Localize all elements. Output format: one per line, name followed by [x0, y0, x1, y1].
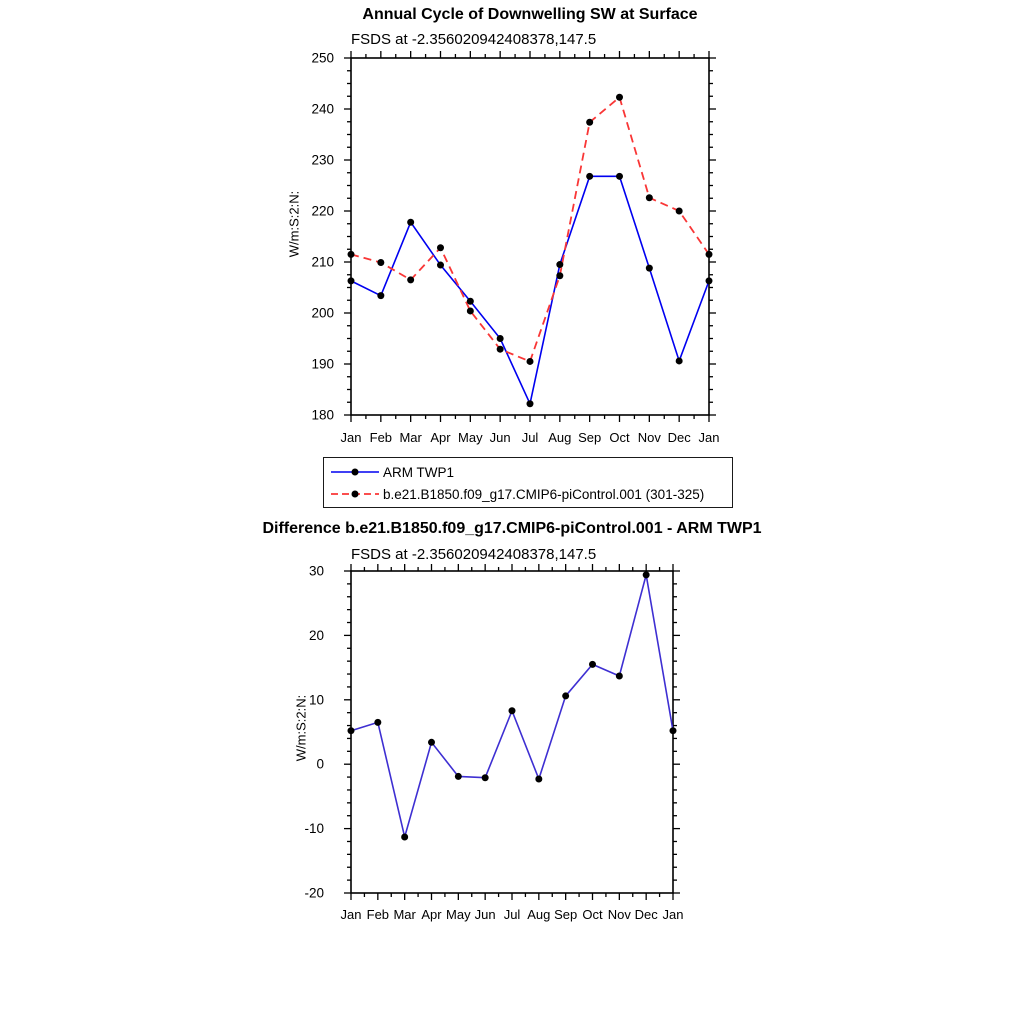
data-point [556, 261, 563, 268]
x-tick-label: Dec [634, 907, 658, 922]
data-point [428, 739, 435, 746]
y-tick-label: 190 [311, 356, 334, 372]
x-tick-label: Jul [503, 907, 521, 922]
x-tick-label: Jan [662, 907, 684, 922]
data-point [401, 833, 408, 840]
data-point [676, 357, 683, 364]
data-point [455, 773, 462, 780]
x-tick-label: Jul [521, 430, 539, 445]
data-point [556, 272, 563, 279]
x-tick-label: Oct [582, 907, 603, 922]
x-tick-label: Jan [340, 430, 362, 445]
y-tick-label: -10 [304, 821, 324, 837]
data-point [527, 358, 534, 365]
legend-entry-obs [324, 461, 732, 483]
annual-cycle-chart [270, 45, 740, 450]
series-line-0 [351, 575, 673, 837]
data-point [377, 259, 384, 266]
top-chart-subtitle: FSDS at -2.356020942408378,147.5 [351, 31, 597, 48]
data-point [407, 276, 414, 283]
data-point [437, 262, 444, 269]
series-line-1 [351, 97, 709, 361]
difference-chart-subtitle: FSDS at -2.356020942408378,147.5 [351, 546, 597, 563]
y-tick-label: 30 [308, 563, 324, 579]
data-point [348, 277, 355, 284]
x-tick-label: May [458, 430, 483, 445]
x-tick-label: Feb [369, 430, 393, 445]
data-point [437, 244, 444, 251]
x-tick-label: Jan [698, 430, 720, 445]
data-point [676, 208, 683, 215]
data-point [467, 307, 474, 314]
x-tick-label: Mar [399, 430, 422, 445]
y-tick-label: 240 [311, 101, 334, 117]
data-point [586, 119, 593, 126]
data-point [589, 661, 596, 668]
data-point [497, 346, 504, 353]
data-point [509, 707, 516, 714]
legend-box [323, 457, 733, 508]
axes-and-ticks [344, 564, 680, 900]
plot-border [351, 571, 673, 893]
x-tick-label: Aug [527, 907, 551, 922]
x-tick-label: May [446, 907, 471, 922]
x-tick-label: Mar [393, 907, 416, 922]
x-tick-label: Jan [340, 907, 362, 922]
x-tick-label: Jun [489, 430, 511, 445]
x-tick-label: Dec [667, 430, 691, 445]
x-tick-label: Jun [474, 907, 496, 922]
data-point [646, 194, 653, 201]
legend-line-sample-solid [331, 467, 379, 477]
data-point [616, 94, 623, 101]
data-point [670, 727, 677, 734]
y-tick-label: 20 [308, 627, 324, 643]
data-point [527, 400, 534, 407]
data-point [562, 692, 569, 699]
y-tick-label: 10 [308, 692, 324, 708]
x-tick-label: Feb [366, 907, 390, 922]
y-tick-label: 220 [311, 203, 334, 219]
difference-chart-title: Difference b.e21.B1850.f09_g17.CMIP6-piControl.001 - ARM TWP1 [262, 520, 762, 537]
y-tick-label: 210 [311, 254, 334, 270]
axes-and-ticks [344, 51, 716, 422]
data-point [407, 219, 414, 226]
data-point [348, 727, 355, 734]
legend-label-model: b.e21.B1850.f09_g17.CMIP6-piControl.001 (301-325) [383, 486, 705, 502]
x-tick-label: Sep [578, 430, 602, 445]
tick-labels [311, 51, 719, 446]
legend-line-sample-dashed [331, 489, 379, 499]
top-chart-y-axis-label: W/m:S:2:N: [286, 190, 302, 258]
legend-marker-dot [352, 469, 359, 476]
x-tick-label: Sep [554, 907, 578, 922]
x-tick-label: Apr [430, 430, 451, 445]
y-tick-label: 250 [311, 50, 334, 66]
legend-marker-dot [352, 491, 359, 498]
y-tick-label: -20 [304, 885, 324, 901]
top-chart-title: Annual Cycle of Downwelling SW at Surface [362, 6, 698, 23]
y-tick-label: 230 [311, 152, 334, 168]
series-markers-1 [348, 94, 713, 365]
data-point [586, 173, 593, 180]
difference-chart [270, 562, 730, 934]
data-point [374, 719, 381, 726]
data-point [482, 774, 489, 781]
data-point [497, 335, 504, 342]
data-point [643, 571, 650, 578]
x-tick-label: Nov [637, 430, 661, 445]
legend-label-obs: ARM TWP1 [383, 464, 455, 480]
series-line-0 [351, 176, 709, 403]
x-tick-label: Aug [548, 430, 572, 445]
x-tick-label: Nov [607, 907, 631, 922]
data-point [706, 277, 713, 284]
difference-chart-y-axis-label: W/m:S:2:N: [293, 694, 309, 762]
y-tick-label: 180 [311, 407, 334, 423]
data-point [535, 776, 542, 783]
data-point [467, 298, 474, 305]
y-tick-label: 200 [311, 305, 334, 321]
legend-entry-model [324, 483, 732, 505]
data-point [616, 173, 623, 180]
data-point [646, 265, 653, 272]
data-point [377, 292, 384, 299]
x-tick-label: Apr [421, 907, 442, 922]
series-markers-0 [348, 173, 713, 407]
data-point [616, 672, 623, 679]
data-point [706, 251, 713, 258]
y-tick-label: 0 [316, 756, 324, 772]
data-point [348, 251, 355, 258]
x-tick-label: Oct [609, 430, 630, 445]
tick-labels [304, 564, 683, 923]
